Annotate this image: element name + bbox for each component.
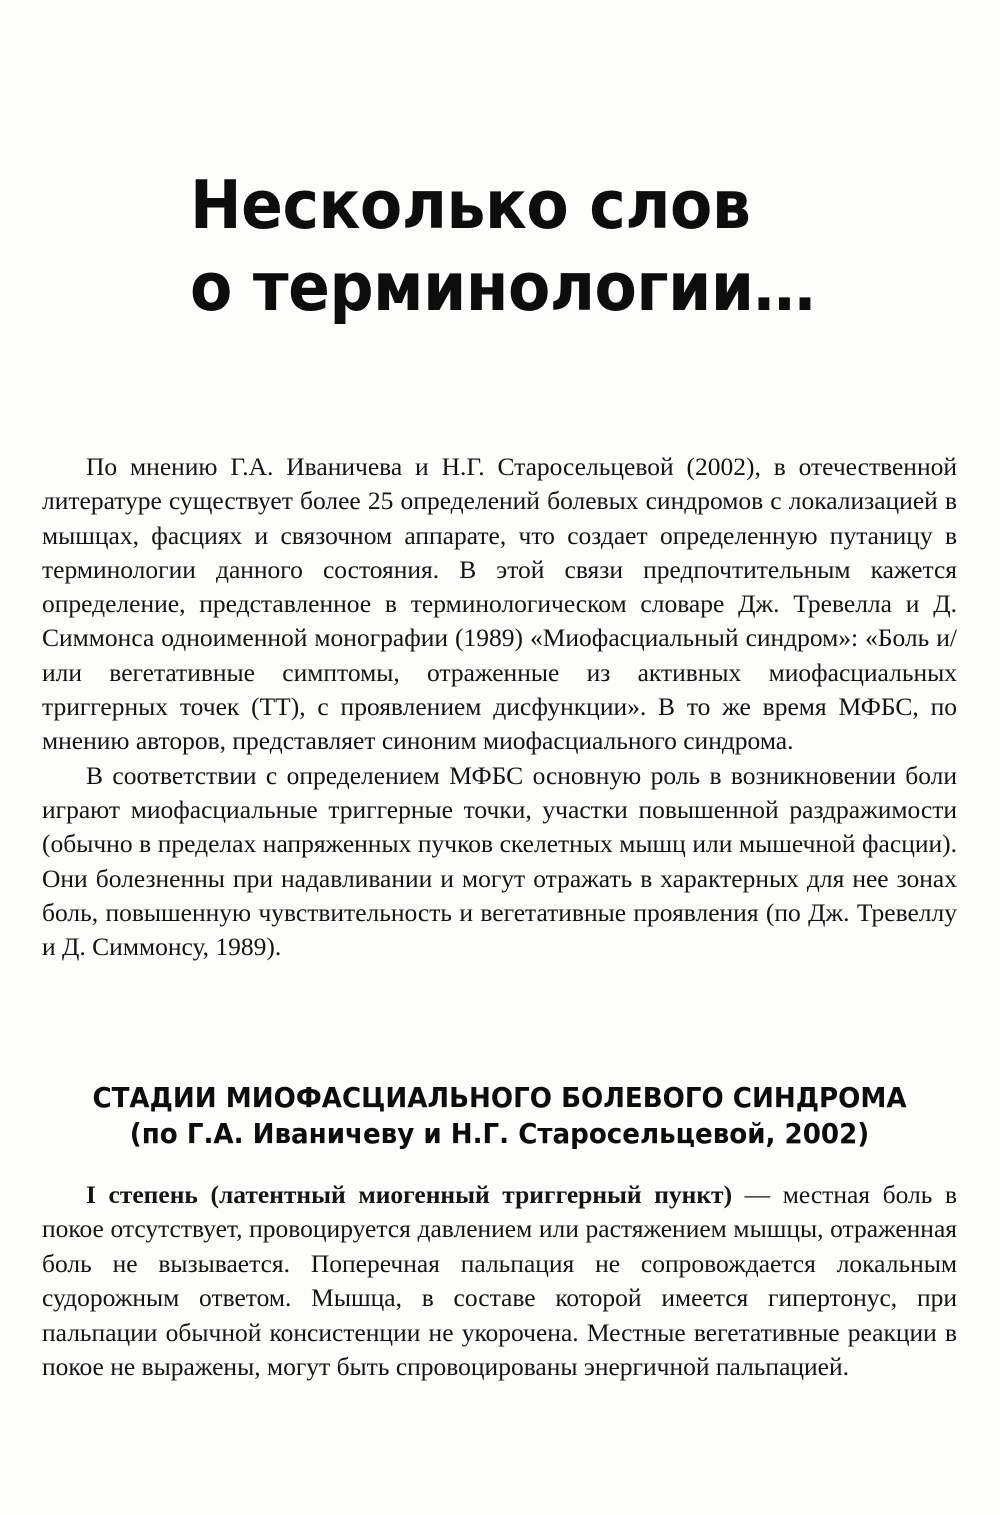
degree-paragraph [42, 1178, 957, 1385]
degree-body: — местная боль в покое отсутствует, провоцируется давлением или растяжением мышцы, отраженная боль не вызывается. Поперечная пальпация не сопровождается локальным судорожным ответом. Мышца, в составе которой имеется гипертонус, при пальпации обычной консистенции не укорочена. Местные вегетативные реакции в покое не выражены, могут быть спровоцированы энергичной пальпацией. [42, 1180, 957, 1382]
section-heading-line-2: (по Г.А. Иваничеву и Н.Г. Старосельцевой, 2002) [129, 1117, 870, 1150]
paragraph-1: По мнению Г.А. Иваничева и Н.Г. Старосельцевой (2002), в отечественной литературе существует более 25 определений болевых синдромов с локализацией в мышцах, фасциях и связочном аппарате, что создает определенную путаницу в терминологии данного состояния. В этой связи предпочтительным кажется определение, представленное в терминологическом словаре Дж. Тревелла и Д. Симмонса одноименной монографии (1989) «Миофасциальный синдром»: «Боль и/или вегетативные симптомы, отраженные из активных миофасциальных триггерных точек (ТТ), с проявлением дисфункции». В то же время МФБС, по мнению авторов, представляет синоним миофасциального синдрома. [42, 452, 957, 756]
intro-body-text [42, 450, 957, 964]
page-title-line-1: Несколько слов [190, 165, 751, 244]
degree-lead-label: I степень (латентный миогенный триггерный пункт) [86, 1180, 733, 1209]
section-heading [65, 1081, 934, 1153]
section-heading-line-1: СТАДИИ МИОФАСЦИАЛЬНОГО БОЛЕВОГО СИНДРОМА [92, 1081, 907, 1114]
page-title [190, 165, 834, 328]
paragraph-2: В соответствии с определением МФБС основную роль в возникновении боли играют миофасциальные триггерные точки, участки повышенной раздражимости (обычно в пределах напряженных пучков скелетных мышц или мышечной фасции). Они болезненны при надавливании и могут отражать в характерных для нее зонах боль, повышенную чувствительность и вегетативные проявления (по Дж. Тревеллу и Д. Симмонсу, 1989). [42, 760, 957, 962]
degree-section-text [42, 1178, 957, 1385]
page-title-line-2: о терминологии… [190, 247, 815, 326]
